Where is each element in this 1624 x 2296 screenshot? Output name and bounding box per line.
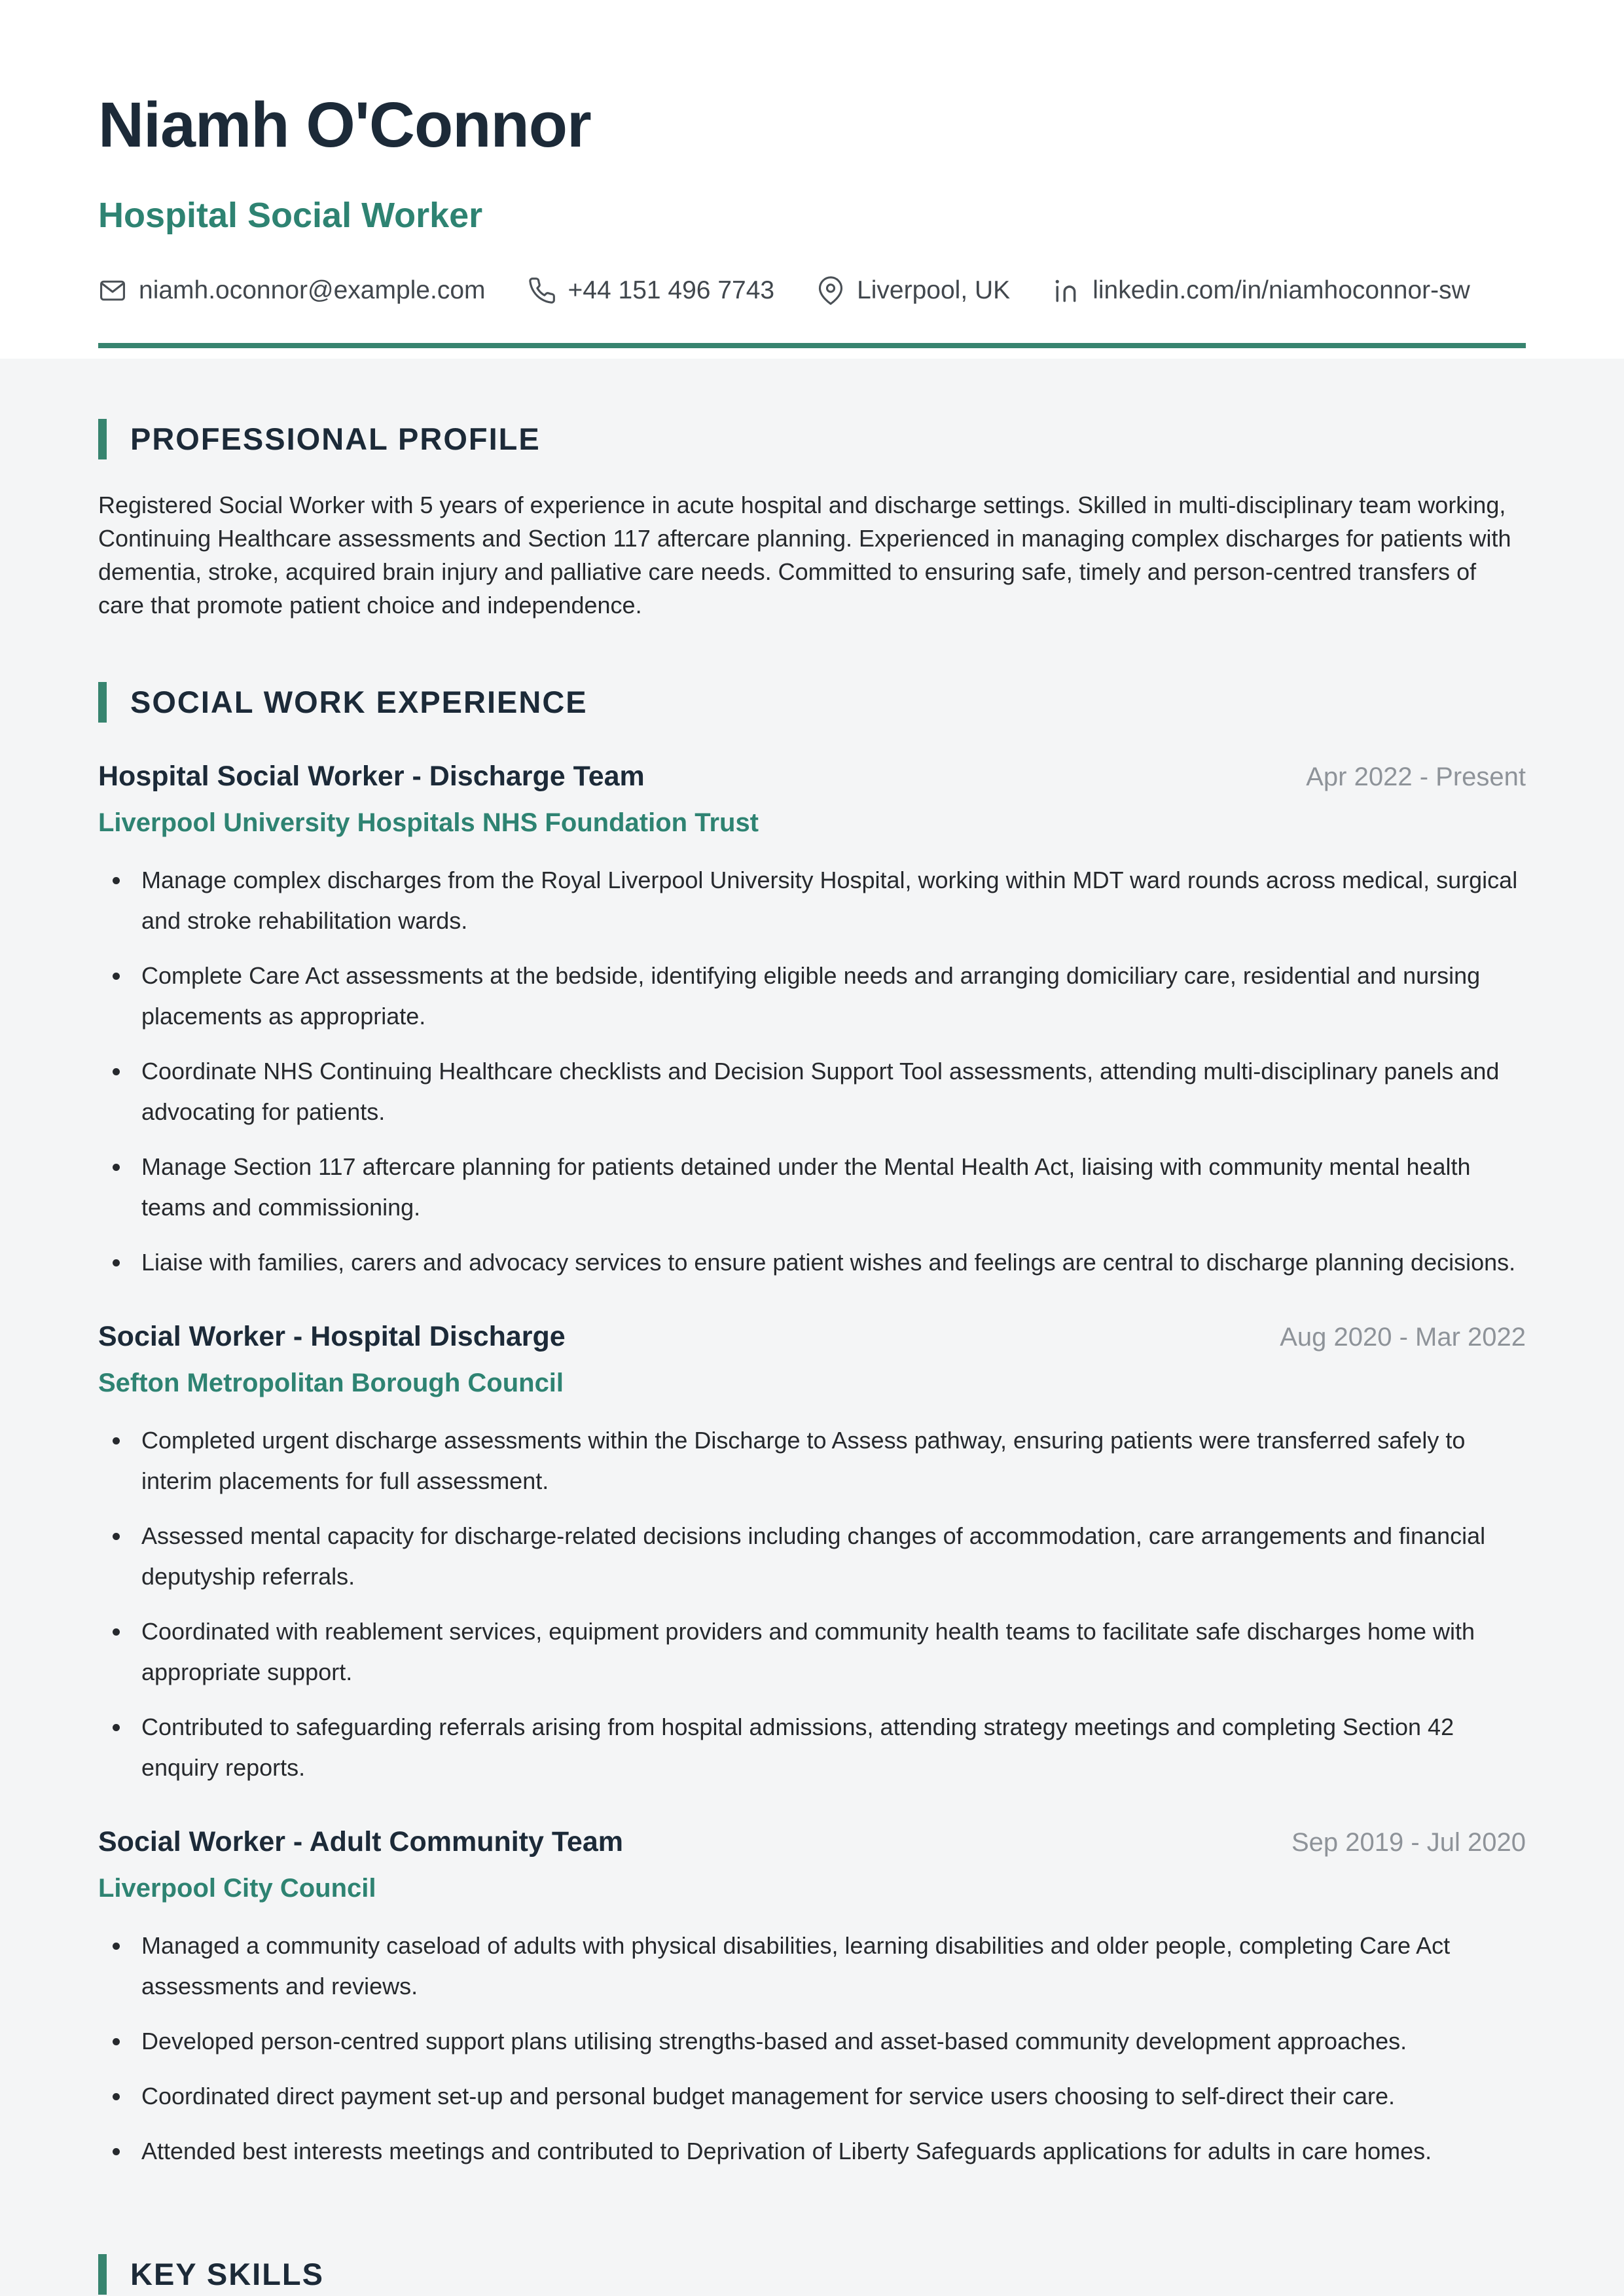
phone-icon — [528, 276, 556, 305]
job-bullet: Coordinated with reablement services, equipment providers and community health teams to facilitate safe discharges home with appropriate support. — [98, 1611, 1526, 1693]
resume-header — [0, 0, 1624, 359]
job-company: Liverpool University Hospitals NHS Foundation Trust — [98, 808, 759, 837]
section-accent-bar — [98, 682, 107, 723]
job-title: Social Worker - Hospital Discharge — [98, 1320, 566, 1352]
contact-location[interactable] — [816, 276, 1010, 305]
job-bullet: Manage Section 117 aftercare planning for patients detained under the Mental Health Act, liaising with community mental health teams and commissioning. — [98, 1147, 1526, 1228]
contact-location-text: Liverpool, UK — [857, 276, 1011, 304]
contact-linkedin[interactable] — [1052, 276, 1470, 305]
location-icon — [816, 276, 845, 305]
section-experience — [98, 682, 1526, 2172]
contact-linkedin-text: linkedin.com/in/niamhoconnor-sw — [1092, 276, 1470, 304]
section-heading-row — [98, 419, 1526, 459]
candidate-name: Niamh O'Connor — [98, 89, 591, 160]
job-bullet: Managed a community caseload of adults with physical disabilities, learning disabilities and older people, completing Care Act assessments and reviews. — [98, 1926, 1526, 2007]
section-title: KEY SKILLS — [130, 2257, 324, 2292]
contact-row — [98, 276, 1526, 305]
resume-body — [0, 419, 1624, 2295]
profile-summary: Registered Social Worker with 5 years of experience in acute hospital and discharge settings. Skilled in multi-disciplinary team working, Continuing Healthcare assessments and Section 117 aftercare planning. Experienced in managing complex discharges for patients with dementia, stroke, acquired brain injury and palliative care needs. Committed to ensuring safe, timely and person-centred transfers of care that promote patient choice and independence. — [98, 491, 1511, 619]
job-title-row — [98, 761, 1526, 793]
candidate-job-title: Hospital Social Worker — [98, 195, 483, 235]
section-title: SOCIAL WORK EXPERIENCE — [130, 685, 588, 720]
job-bullet: Assessed mental capacity for discharge-related decisions including changes of accommodation, care arrangements and financial deputyship referrals. — [98, 1516, 1526, 1597]
job-bullet-list — [98, 860, 1526, 1283]
job-company: Sefton Metropolitan Borough Council — [98, 1368, 564, 1397]
contact-phone-text: +44 151 496 7743 — [568, 276, 775, 304]
job-bullet-list — [98, 1420, 1526, 1788]
job-dates: Apr 2022 - Present — [1306, 762, 1526, 791]
job-dates: Aug 2020 - Mar 2022 — [1280, 1322, 1526, 1352]
job-bullet: Completed urgent discharge assessments within the Discharge to Assess pathway, ensuring patients were transferred safely to interim placements for full assessment. — [98, 1420, 1526, 1501]
section-title: PROFESSIONAL PROFILE — [130, 422, 541, 457]
job-entry — [98, 1321, 1526, 1788]
job-bullet: Complete Care Act assessments at the bedside, identifying eligible needs and arranging domiciliary care, residential and nursing placements as appropriate. — [98, 956, 1526, 1037]
job-bullet: Developed person-centred support plans utilising strengths-based and asset-based community development approaches. — [98, 2021, 1526, 2062]
section-heading-row — [98, 2254, 1526, 2295]
job-bullet: Contributed to safeguarding referrals arising from hospital admissions, attending strategy meetings and completing Section 42 enquiry reports. — [98, 1707, 1526, 1788]
job-title-row — [98, 1321, 1526, 1353]
job-company: Liverpool City Council — [98, 1873, 376, 1903]
email-icon — [98, 276, 127, 305]
job-entry — [98, 1826, 1526, 2172]
contact-email[interactable] — [98, 276, 486, 305]
job-bullet: Coordinated direct payment set-up and personal budget management for service users choosing to self-direct their care. — [98, 2076, 1526, 2117]
job-bullet: Liaise with families, carers and advocacy services to ensure patient wishes and feelings are central to discharge planning decisions. — [98, 1242, 1526, 1283]
job-title: Hospital Social Worker - Discharge Team — [98, 760, 645, 792]
job-dates: Sep 2019 - Jul 2020 — [1291, 1827, 1526, 1857]
linkedin-icon — [1052, 276, 1081, 305]
section-accent-bar — [98, 2254, 107, 2295]
section-accent-bar — [98, 419, 107, 459]
contact-phone[interactable] — [528, 276, 775, 305]
job-entry — [98, 761, 1526, 1283]
contact-email-text: niamh.oconnor@example.com — [139, 276, 486, 304]
job-bullet: Manage complex discharges from the Royal Liverpool University Hospital, working within MDT ward rounds across medical, surgical and stroke rehabilitation wards. — [98, 860, 1526, 941]
job-title-row — [98, 1826, 1526, 1858]
header-divider — [98, 343, 1526, 348]
job-bullet: Attended best interests meetings and contributed to Deprivation of Liberty Safeguards applications for adults in care homes. — [98, 2131, 1526, 2172]
job-title: Social Worker - Adult Community Team — [98, 1825, 623, 1857]
job-bullet: Coordinate NHS Continuing Healthcare checklists and Decision Support Tool assessments, attending multi-disciplinary panels and advocating for patients. — [98, 1051, 1526, 1132]
section-key-skills — [98, 2254, 1526, 2295]
section-heading-row — [98, 682, 1526, 723]
job-bullet-list — [98, 1926, 1526, 2172]
section-professional-profile — [98, 419, 1526, 622]
